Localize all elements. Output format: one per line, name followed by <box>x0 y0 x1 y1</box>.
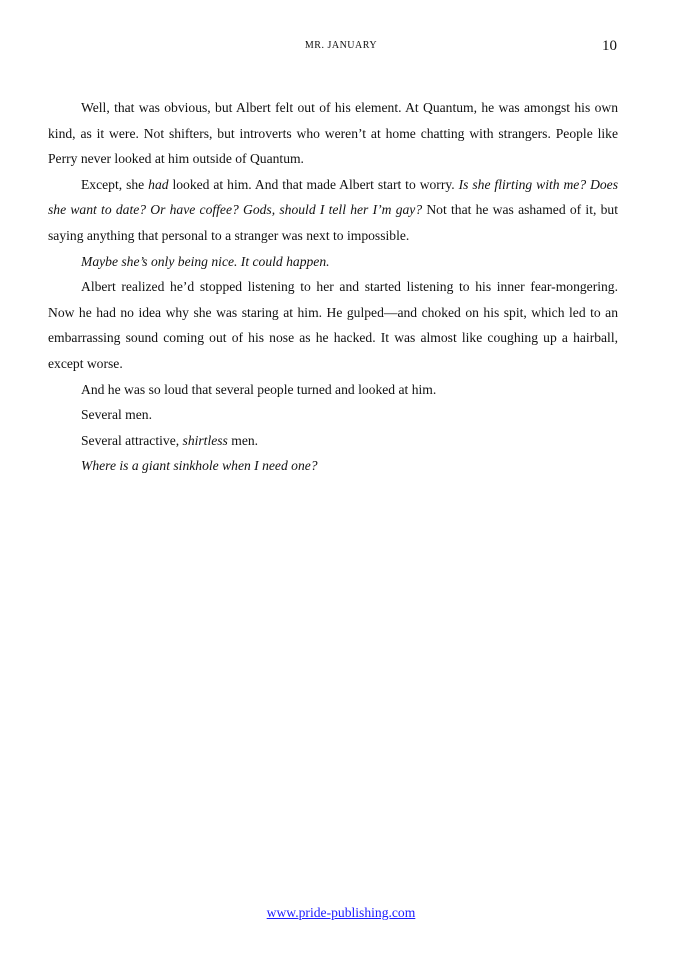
paragraph-6 <box>48 402 618 428</box>
italic-span: had <box>148 176 169 192</box>
italic-span: Maybe she’s only being nice. It could happen. <box>81 253 330 269</box>
text-span: looked at him. And that made Albert start to worry. <box>168 176 459 192</box>
running-header-title: MR. JANUARY <box>304 40 378 51</box>
text-span: Albert realized he’d stopped listening to her and started listening to his inner fear-mongering. Now he had no idea why she was staring at him. He gulped—and choked on his spit, which led to an embarrassing sound coming out of his nose as he hacked. It was almost like coughing up a hairball, except worse. <box>48 279 618 371</box>
paragraph-8 <box>48 453 618 479</box>
paragraph-1 <box>48 95 618 172</box>
publisher-website-link[interactable]: www.pride-publishing.com <box>266 905 416 920</box>
italic-span: Where is a giant sinkhole when I need one? <box>81 458 318 474</box>
italic-span: shirtless <box>182 432 228 448</box>
paragraph-5 <box>48 377 618 403</box>
text-span: Except, she <box>81 176 149 192</box>
page-number: 10 <box>602 38 617 54</box>
text-span: Not that he was ashamed of it, but saying anything that personal to a stranger was next to impossible. <box>48 202 618 243</box>
paragraph-4 <box>48 274 618 376</box>
paragraph-7 <box>48 428 618 454</box>
text-span: Several men. <box>81 407 152 423</box>
body-text <box>48 95 618 479</box>
text-span: Several attractive, <box>81 432 183 448</box>
text-span: And he was so loud that several people turned and looked at him. <box>81 381 437 397</box>
text-span: men. <box>227 432 259 448</box>
paragraph-2 <box>48 172 618 249</box>
text-span: Well, that was obvious, but Albert felt out of his element. At Quantum, he was amongst his own kind, as it were. Not shifters, but introverts who weren’t at home chatting with strangers. People like Perry never looked at him outside of Quantum. <box>48 100 618 167</box>
italic-span: Is she flirting with me? Does she want to date? Or have coffee? Gods, should I tell her I’m gay? <box>48 176 619 218</box>
paragraph-3 <box>48 249 618 275</box>
